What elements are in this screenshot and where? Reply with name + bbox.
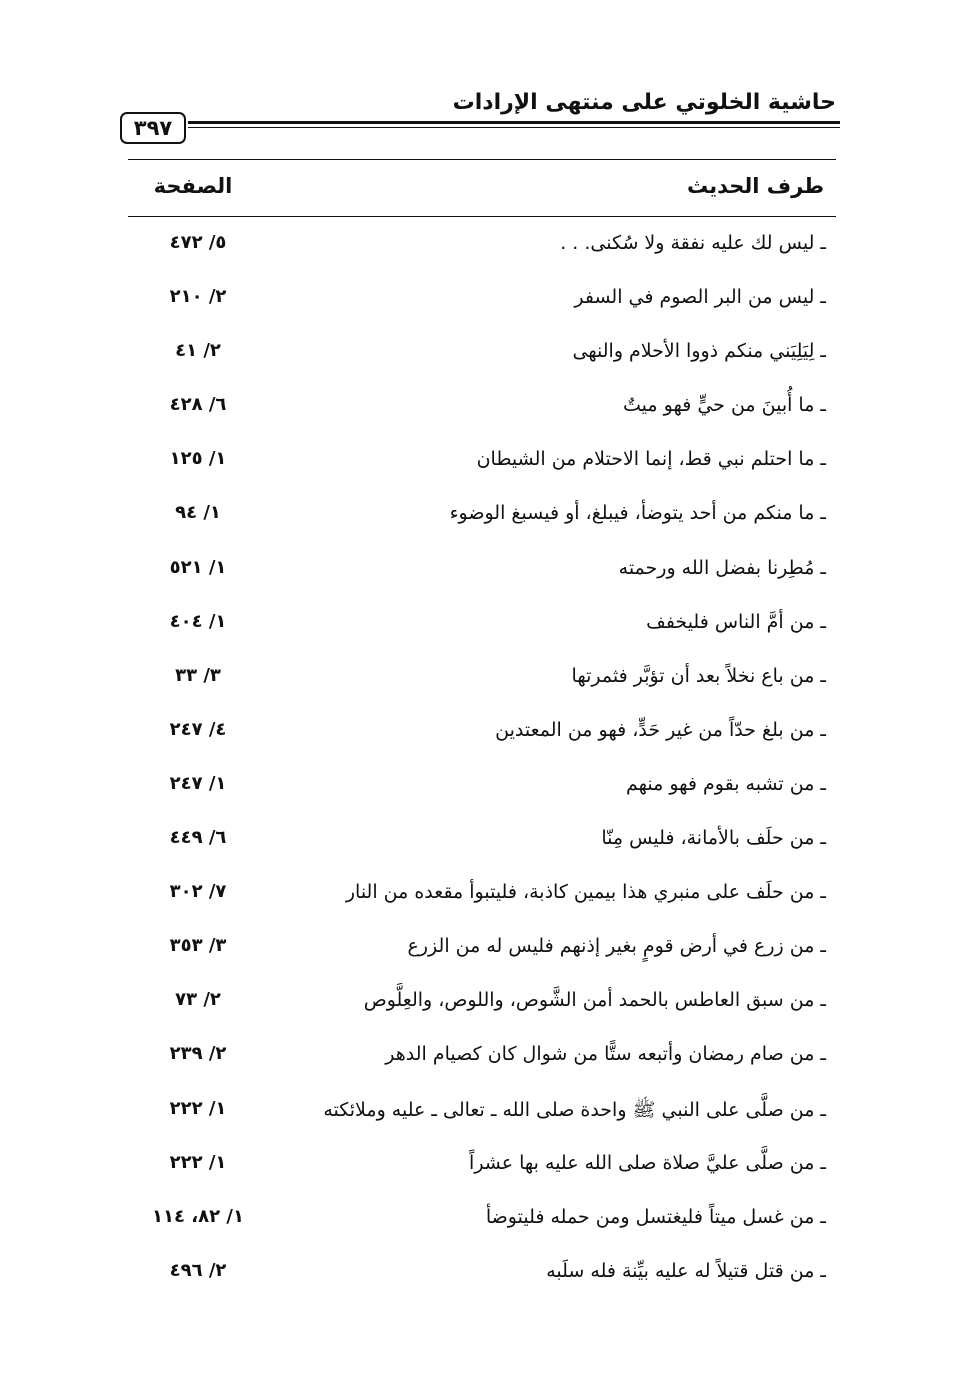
table-top-rule [128,159,836,160]
hadith-text: ـ من تشبه بقوم فهو منهم [625,772,826,795]
hadith-text: ـ لِيَلِيَني منكم ذووا الأحلام والنهى [572,340,826,363]
page-reference: ٢/ ٤٩٦ [169,1259,227,1281]
page-reference: ١/ ٥٢١ [169,556,227,578]
hadith-text: ـ من سبق العاطس بالحمد أمن الشَّوص، واللوص، والعِلَّوص [363,989,826,1012]
hadith-text: ـ من صلَّى على النبي ﷺ واحدة صلى الله ـ تعالى ـ عليه وملائكته [323,1098,826,1121]
page-reference: ٢/ ٧٣ [175,989,221,1011]
hadith-text: ـ مُطِرنا بفضل الله ورحمته [618,556,826,579]
page-reference: ٥/ ٤٧٢ [169,232,227,253]
hadith-index-table [128,218,836,1300]
table-row [128,543,836,597]
hadith-text: ـ من غسل ميتاً فليغتسل ومن حمله فليتوضأ [485,1205,826,1228]
table-row [128,380,836,434]
table-row [128,488,836,542]
page-reference: ١/ ٢٤٧ [169,772,227,794]
table-row [128,867,836,921]
table-row [128,326,836,380]
table-row [128,1138,836,1192]
table-row [128,1029,836,1083]
column-header-hadith: طرف الحديث [686,174,824,198]
hadith-text: ـ من حلَف على منبري هذا بيمين كاذبة، فليتبوأ مقعده من النار [345,881,826,904]
hadith-text: ـ من أمَّ الناس فليخفف [646,610,826,633]
hadith-text: ـ من قتل قتيلاً له عليه بيِّنة فله سلَبه [546,1259,826,1282]
page-reference: ١/ ١٢٥ [169,448,227,470]
hadith-text: ـ ما احتلم نبي قط، إنما الاحتلام من الشيطان [476,448,826,471]
page-reference: ٢/ ٤١ [175,340,221,362]
page-reference: ٦/ ٤٢٨ [169,394,227,416]
hadith-text: ـ ليس لك عليه نفقة ولا سُكنى. . . [560,232,826,254]
page-reference: ١/ ٢٢٢ [169,1151,227,1173]
page-reference: ٢/ ٢٣٩ [169,1043,227,1065]
table-row [128,597,836,651]
hadith-text: ـ من باع نخلاً بعد أن تؤبَّر فثمرتها [571,664,826,687]
table-row [128,813,836,867]
table-row [128,1192,836,1246]
table-row [128,434,836,488]
table-row [128,1084,836,1138]
page-reference: ١/ ٩٤ [175,502,221,524]
table-header-rule [128,216,836,217]
hadith-text: ـ ما أُبينَ من حيٍّ فهو ميتٌ [623,394,826,417]
page-reference: ١/ ٤٠٤ [169,610,227,632]
page-number: ٣٩٧ [120,112,186,144]
page-reference: ٣/ ٣٣ [175,664,221,686]
hadith-text: ـ من حلَف بالأمانة، فليس مِنّا [601,827,826,850]
page-reference: ٢/ ٢١٠ [169,286,227,308]
page-reference: ٧/ ٣٠٢ [169,881,227,903]
hadith-text: ـ ما منكم من أحد يتوضأ، فيبلغ، أو فيسبغ الوضوء [449,502,826,525]
page-reference: ٦/ ٤٤٩ [169,827,227,849]
book-title: حاشية الخلوتي على منتهى الإرادات [452,90,836,115]
table-row [128,921,836,975]
table-row [128,975,836,1029]
table-row [128,705,836,759]
table-row [128,272,836,326]
page-reference: ١/ ٢٢٢ [169,1097,227,1119]
page-header [120,88,840,148]
header-rule [188,121,840,128]
hadith-text: ـ ليس من البر الصوم في السفر [574,286,826,309]
hadith-text: ـ من صلَّى عليَّ صلاة صلى الله عليه بها عشراً [469,1151,826,1174]
page-reference: ٤/ ٢٤٧ [169,718,227,740]
table-row [128,218,836,272]
column-header-page: الصفحة [153,174,233,198]
hadith-text: ـ من زرع في أرض قومٍ بغير إذنهم فليس له من الزرع [407,935,826,958]
page-reference: ١/ ٨٢، ١١٤ [152,1205,244,1227]
hadith-text: ـ من صام رمضان وأتبعه ستًّا من شوال كان كصيام الدهر [385,1043,826,1066]
page-reference: ٣/ ٣٥٣ [169,935,227,957]
hadith-text: ـ من بلغ حدّاً من غير حَدٍّ، فهو من المعتدين [495,718,826,741]
table-row [128,651,836,705]
table-row [128,759,836,813]
table-row [128,1246,836,1300]
